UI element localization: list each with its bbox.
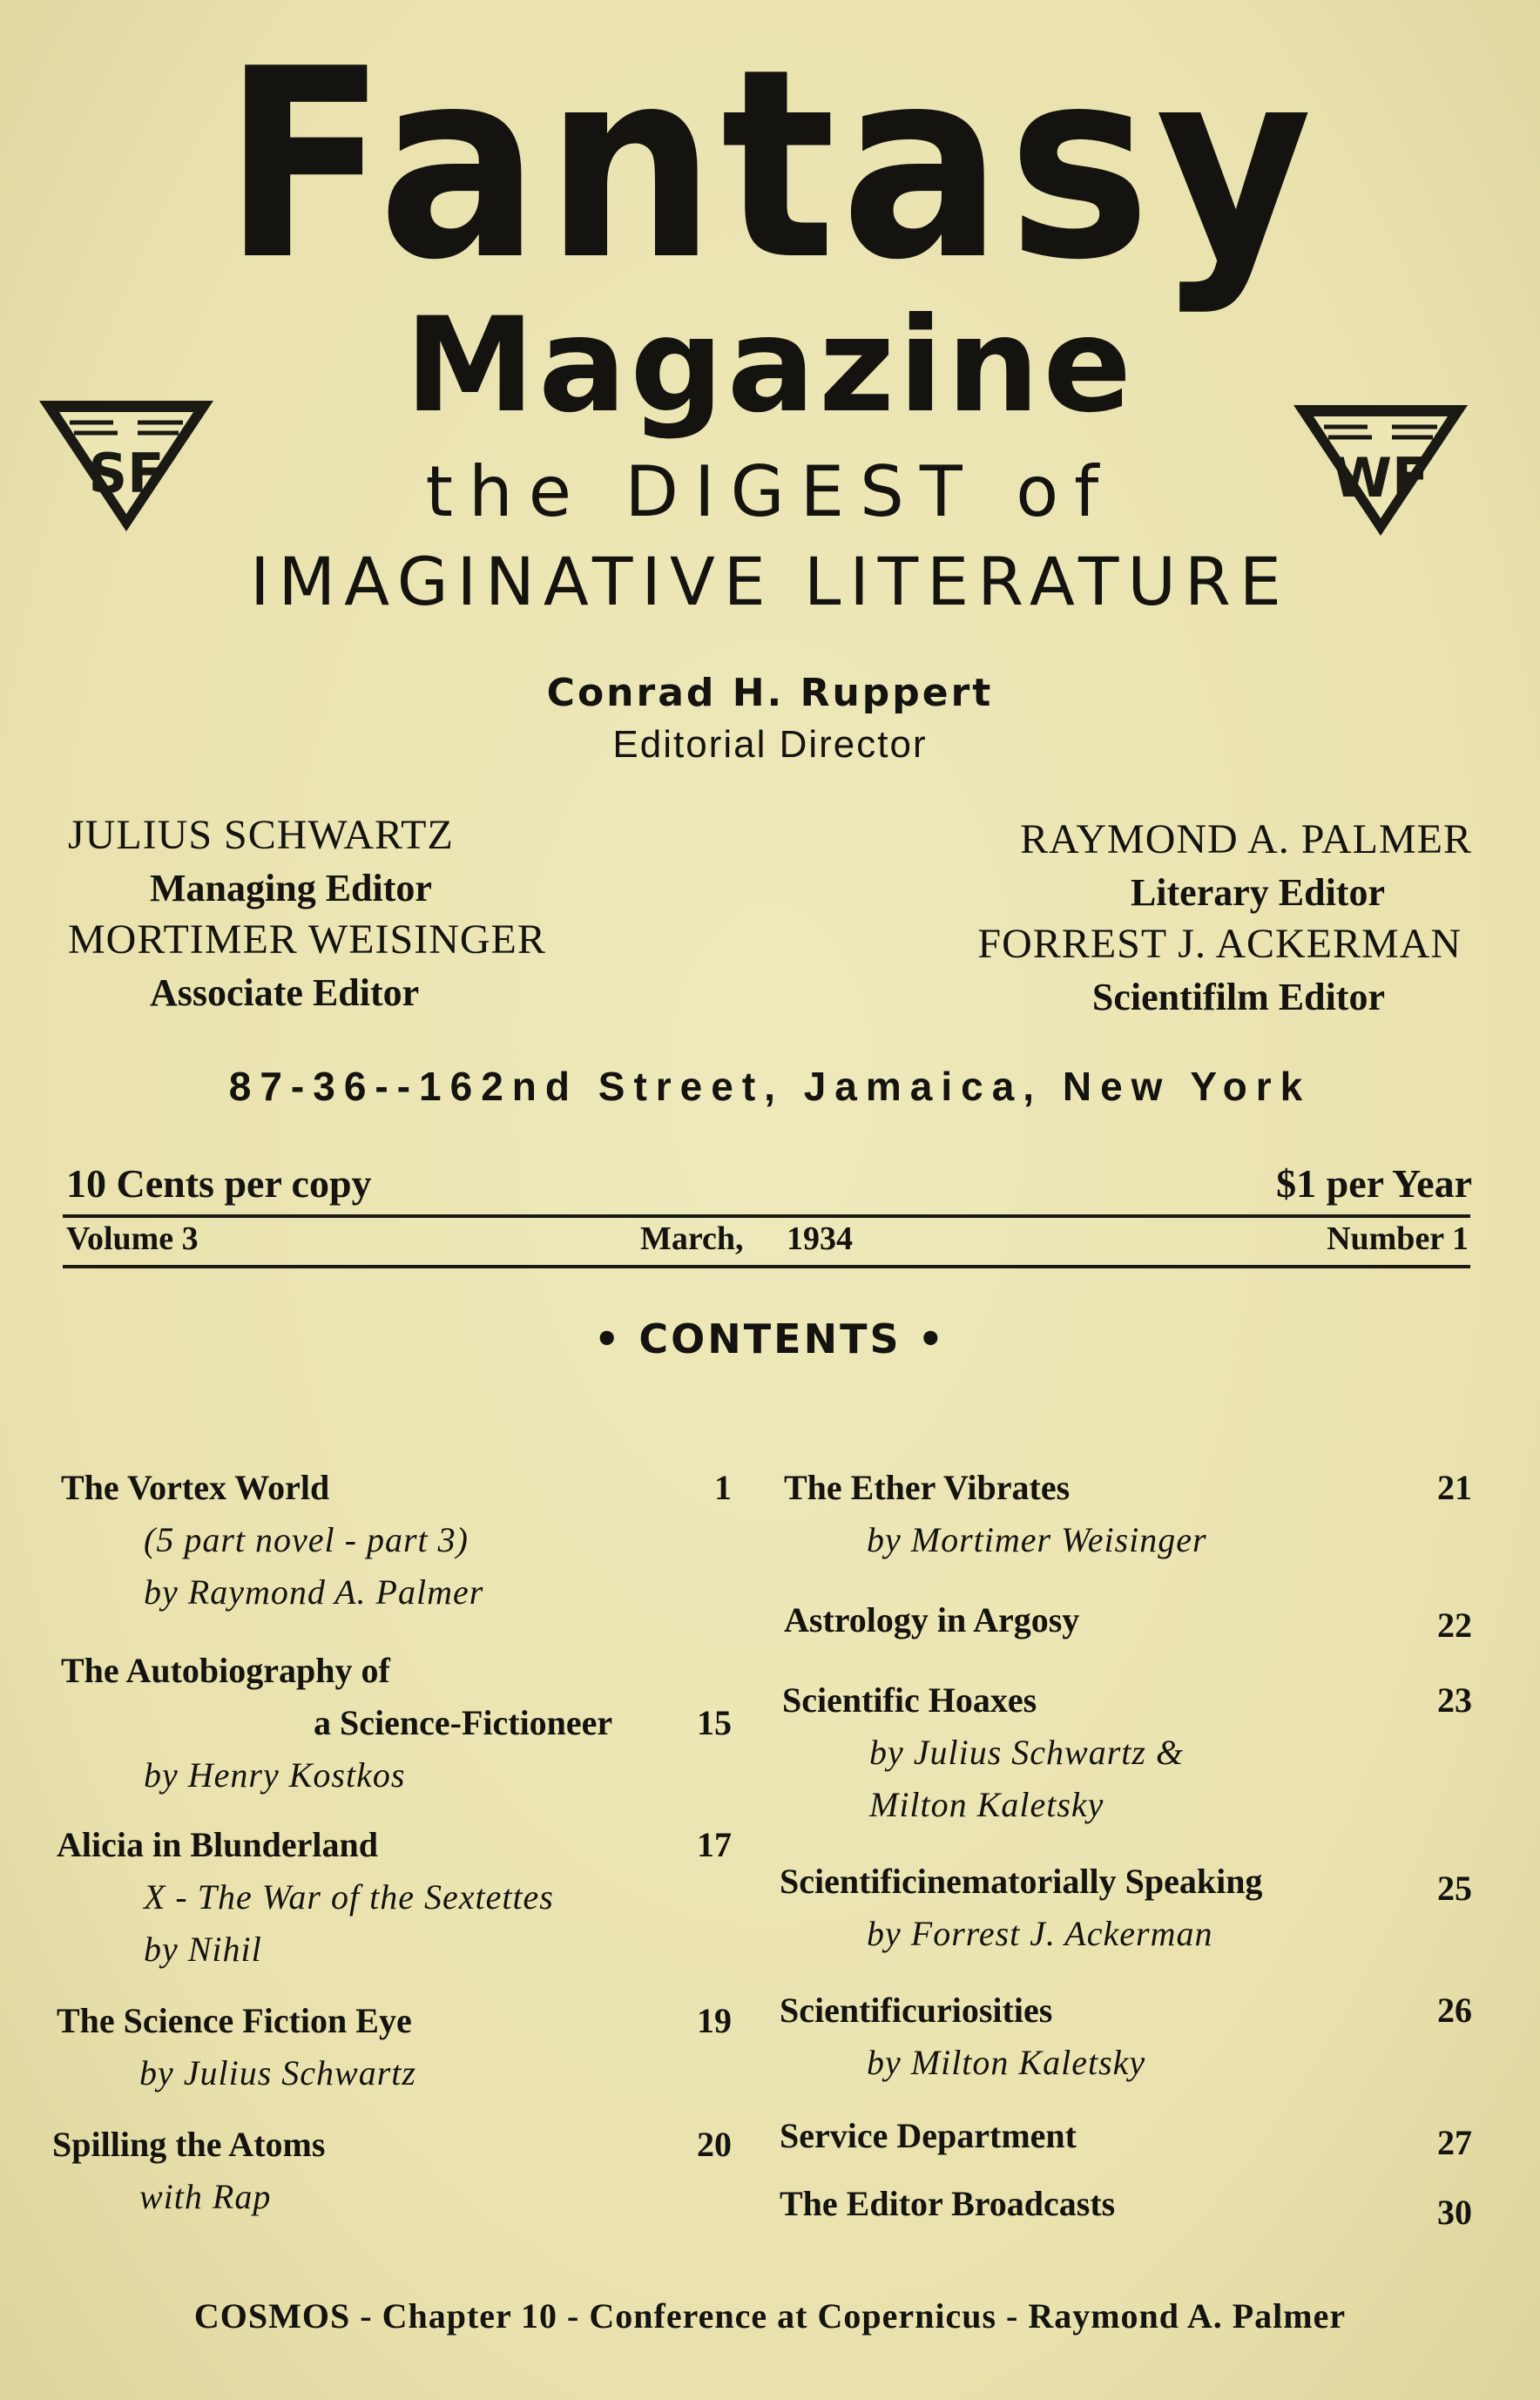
- staff-role: Literary Editor: [1130, 871, 1385, 914]
- contents-entry: [780, 1856, 1472, 1960]
- entry-page: 19: [697, 2001, 732, 2040]
- entry-title: The Autobiography of: [61, 1651, 390, 1690]
- wf-emblem-logo: [1289, 401, 1472, 540]
- entry-page: 30: [1437, 2193, 1472, 2232]
- entry-title: Scientificuriosities: [780, 1991, 1053, 2030]
- contents-entry: [57, 1995, 732, 2099]
- editorial-director-role: Editorial Director: [612, 723, 928, 766]
- contents-entry: [780, 2178, 1472, 2230]
- masthead-tagline-1: the DIGEST of: [425, 451, 1115, 532]
- issue-volume: Volume 3: [66, 1220, 199, 1257]
- contents-entry: [61, 1462, 732, 1619]
- masthead-subtitle: Magazine: [404, 290, 1136, 442]
- entry-subtitle: (5 part novel - part 3): [144, 1520, 469, 1559]
- staff-name: JULIUS SCHWARTZ: [68, 812, 454, 858]
- entry-title: The Ether Vibrates: [784, 1468, 1071, 1507]
- contents-entry: [57, 1819, 732, 1976]
- price-per-copy: 10 Cents per copy: [66, 1161, 372, 1206]
- sf-emblem-logo: [35, 396, 218, 536]
- entry-title: Scientific Hoaxes: [782, 1680, 1037, 1720]
- entry-title: The Editor Broadcasts: [780, 2184, 1116, 2223]
- entry-page: 21: [1437, 1468, 1472, 1507]
- entry-page: 1: [714, 1468, 732, 1507]
- entry-page: 27: [1437, 2123, 1472, 2162]
- masthead-title: Fantasy: [222, 13, 1318, 317]
- issue-number: Number 1: [1327, 1220, 1469, 1257]
- contents-entry: [780, 1984, 1472, 2089]
- entry-page: 22: [1437, 1606, 1472, 1645]
- entry-author: with Rap: [139, 2177, 272, 2216]
- editorial-director-name: Conrad H. Ruppert: [546, 671, 994, 715]
- svg-text:WF: WF: [1332, 446, 1429, 510]
- contents-entry: [780, 2110, 1472, 2162]
- entry-author-continued: Milton Kaletsky: [869, 1785, 1104, 1824]
- entry-title: Service Department: [780, 2116, 1077, 2155]
- entry-page: 23: [1437, 1680, 1472, 1720]
- staff-role: Managing Editor: [150, 867, 432, 909]
- entry-author: by Julius Schwartz: [139, 2053, 416, 2092]
- contents-entry: [52, 2119, 732, 2223]
- contents-entry: [782, 1674, 1472, 1831]
- entry-author: by Mortimer Weisinger: [867, 1520, 1207, 1559]
- entry-title: The Vortex World: [61, 1468, 330, 1507]
- price-per-year: $1 per Year: [1276, 1161, 1472, 1206]
- divider-rule-top: [63, 1214, 1470, 1218]
- entry-subtitle: X - The War of the Sextettes: [144, 1877, 554, 1917]
- entry-author: by Raymond A. Palmer: [144, 1572, 484, 1612]
- masthead-tagline-2: IMAGINATIVE LITERATURE: [250, 543, 1290, 620]
- entry-page: 17: [697, 1825, 732, 1864]
- entry-title: Scientificinematorially Speaking: [780, 1862, 1263, 1901]
- entry-title: The Science Fiction Eye: [57, 2001, 412, 2040]
- issue-date: March, 1934: [640, 1220, 854, 1257]
- entry-page: 26: [1437, 1991, 1472, 2030]
- svg-text:SF: SF: [88, 442, 165, 505]
- entry-title-continued: a Science-Fictioneer: [314, 1703, 613, 1742]
- staff-role: Associate Editor: [150, 971, 420, 1014]
- staff-name: RAYMOND A. PALMER: [1020, 816, 1472, 862]
- entry-author: by Nihil: [144, 1930, 262, 1969]
- publisher-address: 87-36--162nd Street, Jamaica, New York: [228, 1064, 1312, 1109]
- contents-entry: [61, 1645, 732, 1802]
- staff-name: MORTIMER WEISINGER: [68, 916, 546, 963]
- staff-name: FORREST J. ACKERMAN: [977, 921, 1462, 967]
- entry-page: 25: [1437, 1869, 1472, 1908]
- footer-serial-line: COSMOS - Chapter 10 - Conference at Copernicus - Raymond A. Palmer: [193, 2296, 1347, 2336]
- divider-rule-bottom: [63, 1265, 1470, 1268]
- entry-author: by Julius Schwartz &: [869, 1733, 1185, 1772]
- contents-entry: [784, 1594, 1472, 1646]
- contents-heading: • CONTENTS •: [594, 1315, 946, 1362]
- entry-author: by Milton Kaletsky: [867, 2043, 1146, 2082]
- entry-title: Spilling the Atoms: [52, 2125, 326, 2164]
- entry-title: Astrology in Argosy: [784, 1600, 1080, 1639]
- staff-role: Scientifilm Editor: [1091, 976, 1385, 1018]
- entry-page: 20: [697, 2125, 732, 2164]
- entry-title: Alicia in Blunderland: [57, 1825, 378, 1864]
- entry-author: by Forrest J. Ackerman: [867, 1914, 1213, 1953]
- entry-page: 15: [697, 1703, 732, 1742]
- entry-author: by Henry Kostkos: [144, 1755, 406, 1795]
- contents-entry: [784, 1462, 1472, 1566]
